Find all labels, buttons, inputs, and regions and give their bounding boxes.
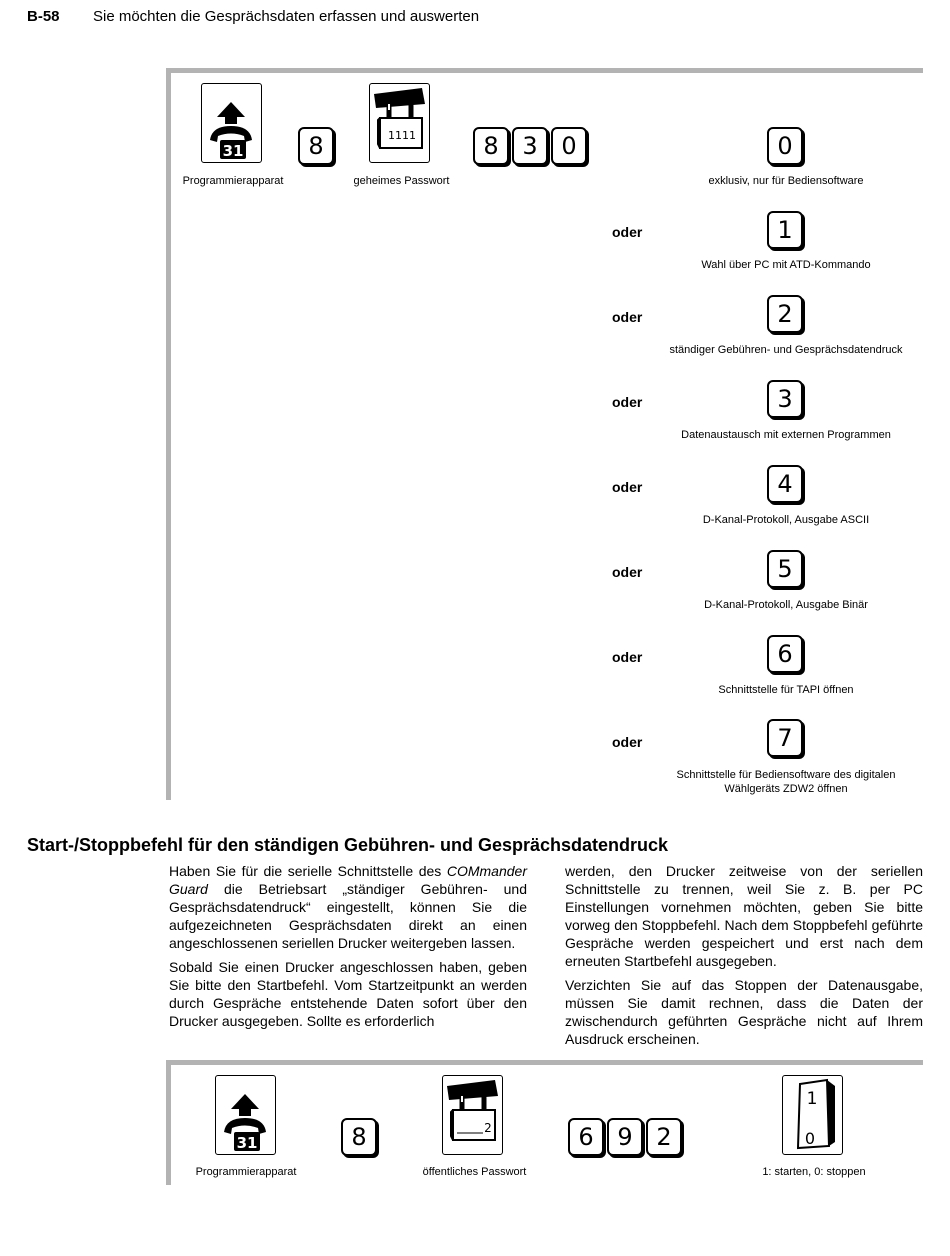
phone-caption: Programmierapparat [195,1166,297,1178]
code-key-3: 0 [551,127,587,165]
code-key-2: 9 [607,1118,643,1156]
code-key-1: 6 [568,1118,604,1156]
oder-label-6: oder [612,649,643,665]
page-header-title: Sie möchten die Gesprächsdaten erfassen und auswerten [93,8,480,25]
code-key-2: 3 [512,127,548,165]
page-number: B-58 [27,8,60,25]
option-label-0: exklusiv, nur für Bediensoftware [708,175,864,187]
oder-label-5: oder [612,564,643,580]
phone-badge: 31 [222,142,244,160]
programming-phone-icon [201,83,262,163]
paragraph-2: Sobald Sie einen Drucker angeschlossen haben, geben Sie bitte den Startbefehl. Vom Startzeitpunkt an werden durch Gespräche entstehende Daten sofort über den Drucker ausgegeben. Sollte es erforderlich [169,959,527,1029]
option-key-3: 3 [767,380,803,418]
option-key-1: 1 [767,211,803,249]
rocker-switch-icon [782,1075,843,1155]
option-label-3: Datenaustausch mit externen Programmen [681,429,891,441]
switch-on-label: 1 [806,1089,818,1109]
option-key-6: 6 [767,635,803,673]
oder-label-4: oder [612,479,643,495]
oder-label-1: oder [612,224,643,240]
option-label-6: Schnittstelle für TAPI öffnen [718,684,854,696]
oder-label-2: oder [612,309,643,325]
option-key-5: 5 [767,550,803,588]
option-label-2: ständiger Gebühren- und Gesprächsdatendruck [669,344,903,356]
option-label-4: D-Kanal-Protokoll, Ausgabe ASCII [702,514,870,526]
option-label-5: D-Kanal-Protokoll, Ausgabe Binär [704,599,868,611]
option-label-7: Schnittstelle für Bediensoftware des digitalen Wählgeräts ZDW2 öffnen [676,769,896,795]
code-key-3: 2 [646,1118,682,1156]
option-key-7: 7 [767,719,803,757]
switch-caption: 1: starten, 0: stoppen [762,1166,866,1178]
section-title: Start-/Stoppbefehl für den ständigen Gebühren- und Gesprächsdatendruck [27,835,669,855]
text-column-1 [169,862,527,1036]
option-label-1: Wahl über PC mit ATD-Kommando [701,259,871,271]
lock-caption: öffentliches Passwort [422,1166,527,1178]
switch-off-label: 0 [804,1129,816,1148]
secret-password-lock-icon [369,83,430,163]
text-column-2 [565,862,923,1054]
lock-code: 1111 [388,129,416,142]
paragraph-1: Haben Sie für die serielle Schnittstelle des COMmander Guard die Betriebsart „ständiger Gebühren- und Gesprächsdatendruck“ eingestellt, können Sie die aufgezeichneten Gesprächsdaten direkt an einen angeschlossenen seriellen Drucker weitergeben lassen. [169,863,527,951]
key-8: 8 [341,1118,377,1156]
key-8: 8 [298,127,334,165]
phone-caption: Programmierapparat [182,175,284,187]
paragraph-3: werden, den Drucker zeitweise von der seriellen Schnittstelle zu trennen, weil Sie z. B. per PC Einstellungen vornehmen möchten, geben Sie bitte vorweg den Stoppbefehl. Nach dem Stoppbefehl geführte Gespräche werden gespeichert und erst nach dem erneuten Startbefehl ausgegeben. [565,863,923,969]
programming-phone-icon [215,1075,276,1155]
code-key-1: 8 [473,127,509,165]
oder-label-3: oder [612,394,643,410]
option-key-0: 0 [767,127,803,165]
option-key-4: 4 [767,465,803,503]
phone-badge: 31 [236,1134,258,1152]
paragraph-4: Verzichten Sie auf das Stoppen der Datenausgabe, müssen Sie damit rechnen, dass die Daten der zwischendurch geführten Gespräche nicht auf Ihrem Ausdruck erscheinen. [565,977,923,1047]
lock-code: 2 [484,1121,492,1135]
public-password-lock-icon [442,1075,503,1155]
oder-label-7: oder [612,734,643,750]
option-key-2: 2 [767,295,803,333]
lock-caption: geheimes Passwort [353,175,450,187]
